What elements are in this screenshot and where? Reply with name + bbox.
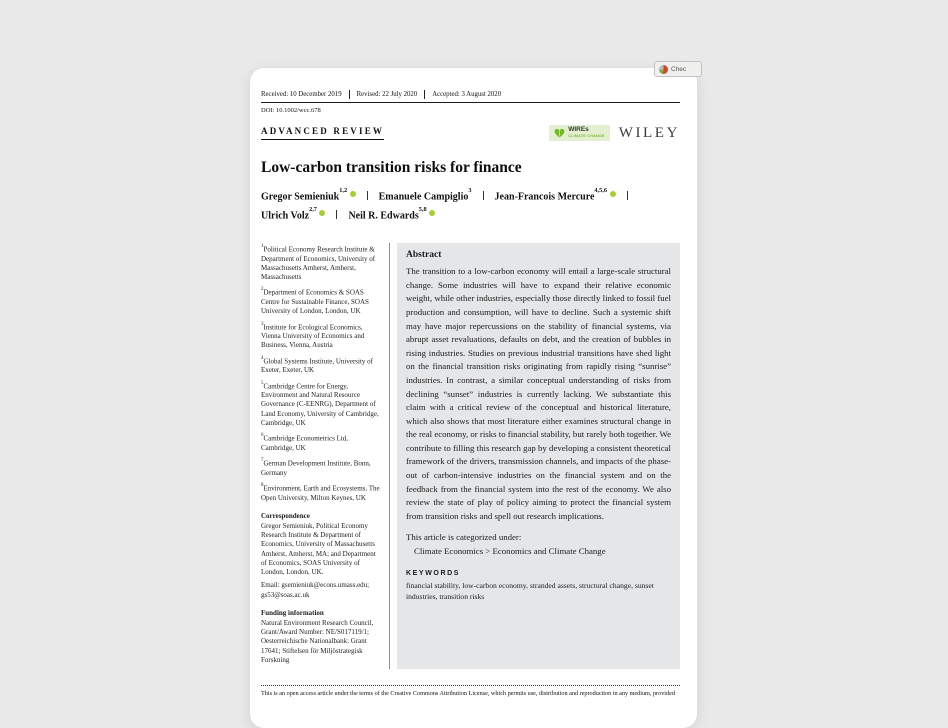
author-affiliation-sup: 3 xyxy=(468,186,472,194)
author xyxy=(261,205,325,222)
journal-name: WIREs xyxy=(568,126,589,134)
author-separator xyxy=(627,191,628,200)
logo-group xyxy=(549,125,680,142)
categorized-item: Climate Economics > Economics and Climate Change xyxy=(414,545,606,556)
publisher-logo: WILEY xyxy=(618,124,680,141)
doi-text: DOI: 10.1002/wcc.678 xyxy=(261,106,321,114)
affiliation xyxy=(261,243,382,282)
affiliation-number: 6 xyxy=(261,433,264,439)
wires-logo-text xyxy=(568,127,604,138)
footer-dotted-rule xyxy=(261,685,680,686)
author xyxy=(348,205,435,222)
heart-leaf-icon xyxy=(554,128,565,138)
correspondence-email[interactable]: Email: gsemieniuk@econs.umass.edu; gs53@soas.ac.uk xyxy=(261,581,370,599)
affiliation-text: Department of Economics & SOAS Centre for Sustainable Finance, SOAS University of London, London, UK xyxy=(261,288,369,316)
keywords-text: financial stability, low-carbon economy, stranded assets, structural change, sunset industries, transition risks xyxy=(406,581,654,601)
author-name: Neil R. Edwards xyxy=(348,210,419,222)
badge-clip-fade xyxy=(689,62,701,76)
accepted-date: Accepted: 3 August 2020 xyxy=(432,91,502,98)
page-footer xyxy=(261,685,680,698)
section-label: ADVANCED REVIEW xyxy=(261,126,384,140)
affiliation-number: 3 xyxy=(261,321,264,327)
affiliation-text: Environment, Earth and Ecosystems, The Open University, Milton Keynes, UK xyxy=(261,484,380,502)
affiliation-text: German Development Institute, Bonn, Germany xyxy=(261,459,371,477)
author-name: Ulrich Volz xyxy=(261,210,310,222)
affiliation-text: Global Systems Institute, University of Exeter, Exeter, UK xyxy=(261,357,373,375)
keywords-heading: KEYWORDS xyxy=(406,570,461,578)
affiliation xyxy=(261,482,382,503)
funding-text: Natural Environment Research Council, Grant/Award Number: NE/S017119/1; Oesterreichische Nationalbank: Grant 17641; Stiftelsen för Miljöstrategisk Forskning xyxy=(261,618,374,664)
abstract-box xyxy=(397,243,680,669)
affiliation xyxy=(261,321,382,351)
license-text: This is an open access article under the terms of the Creative Commons Attribution License, which permits use, distribution and reproduction in any medium, provided xyxy=(261,690,675,698)
author-affiliation-sup: 4,5,6 xyxy=(594,186,607,194)
orcid-icon[interactable] xyxy=(350,191,356,197)
article-history xyxy=(261,90,680,99)
author-affiliation-sup: 5,8 xyxy=(418,205,427,213)
correspondence-text: Gregor Semieniuk, Political Economy Research Institute & Department of Economics, University of Massachusetts Amherst, Amherst, MA; and Department of Economics, SOAS University of London, London, UK. xyxy=(261,521,376,576)
history-divider xyxy=(349,90,350,99)
affiliation xyxy=(261,457,382,478)
author-list xyxy=(261,186,680,222)
author-row xyxy=(261,205,680,222)
journal-subtitle: CLIMATE CHANGE xyxy=(568,133,605,138)
abstract-text: The transition to a low-carbon economy will entail a large-scale structural change. Some industries will have to expand their relative economic weight, while other industries, especially those directly linked to fossil fuel production and consumption, will have to decline. Such a systemic shift may have major repercussions on the stability of financial systems, via abrupt asset revaluations, defaults on debt, and the creation of bubbles in rising industries. Studies on previous industrial transitions have shed light on the financial transition risks originating from rapidly rising “sunrise” industries. In contrast, a similar conceptual understanding of risks from declining “sunset” industries is currently lacking. We substantiate this claim with a critical review of the conceptual and historical literature, which also shows that most literature either examines structural change in the real economy, or risks to financial stability, but rarely both together. We contribute to filling this research gap by developing a consistent theoretical framework of the drivers, transmission channels, and impacts of the phase-out of carbon-intensive industries on the financial system and on the feedback from the financial system into the rest of the economy. We also review the state of play of policy aiming to protect the financial system from transition risks and spell out research implications. xyxy=(406,266,671,521)
orcid-icon[interactable] xyxy=(429,210,435,216)
article-title: Low-carbon transition risks for finance xyxy=(261,158,522,176)
author-separator xyxy=(336,210,337,219)
affiliation xyxy=(261,286,382,316)
revised-date: Revised: 22 July 2020 xyxy=(356,91,418,98)
affiliation-number: 1 xyxy=(261,244,264,250)
affiliation xyxy=(261,355,382,376)
author-name: Gregor Semieniuk xyxy=(261,190,340,202)
author-name: Emanuele Campiglio xyxy=(378,190,469,202)
history-divider xyxy=(424,90,425,99)
affiliation-text: Institute for Ecological Economics, Vienna University of Economics and Business, Vienna, Austria xyxy=(261,322,365,350)
affiliation-number: 4 xyxy=(261,355,264,361)
affiliation-text: Cambridge Centre for Energy, Environment and Natural Resource Governance (C-EENRG), Department of Land Economy, University of Cambridge, Cambridge, UK xyxy=(261,381,379,427)
affiliation-text: Cambridge Econometrics Ltd, Cambridge, UK xyxy=(261,434,349,452)
crossref-icon xyxy=(659,65,668,74)
author-separator xyxy=(483,191,484,200)
author xyxy=(378,186,472,202)
affiliation-text: Political Economy Research Institute & Department of Economics, University of Massachusetts Amherst, Amherst, Massachusetts xyxy=(261,245,376,282)
orcid-icon[interactable] xyxy=(319,210,325,216)
author-affiliation-sup: 2,7 xyxy=(309,205,317,213)
journal-header xyxy=(261,125,680,142)
author-separator xyxy=(367,191,368,200)
check-for-updates-badge[interactable] xyxy=(654,61,702,77)
author-name: Jean-Francois Mercure xyxy=(494,190,595,202)
affiliation xyxy=(261,432,382,453)
wires-journal-logo xyxy=(549,125,609,140)
orcid-icon[interactable] xyxy=(610,191,616,197)
correspondence-heading: Correspondence xyxy=(261,511,310,520)
check-badge-label: Chec xyxy=(671,65,687,73)
header-rule xyxy=(261,102,680,103)
affiliation xyxy=(261,380,382,428)
affiliation-number: 5 xyxy=(261,380,264,386)
abstract-heading: Abstract xyxy=(406,250,442,261)
received-date: Received: 10 December 2019 xyxy=(261,91,342,98)
affiliation-number: 2 xyxy=(261,287,264,293)
author-affiliation-sup: 1,2 xyxy=(339,186,348,194)
funding-heading: Funding information xyxy=(261,608,324,617)
author-row xyxy=(261,186,680,202)
paper-page xyxy=(250,65,697,728)
affiliation-sidebar xyxy=(261,243,390,669)
author xyxy=(494,186,616,202)
categorized-intro: This article is categorized under: xyxy=(406,532,522,543)
author xyxy=(261,186,356,202)
affiliation-number: 8 xyxy=(261,483,264,489)
body-columns xyxy=(261,243,680,669)
affiliation-number: 7 xyxy=(261,458,264,464)
